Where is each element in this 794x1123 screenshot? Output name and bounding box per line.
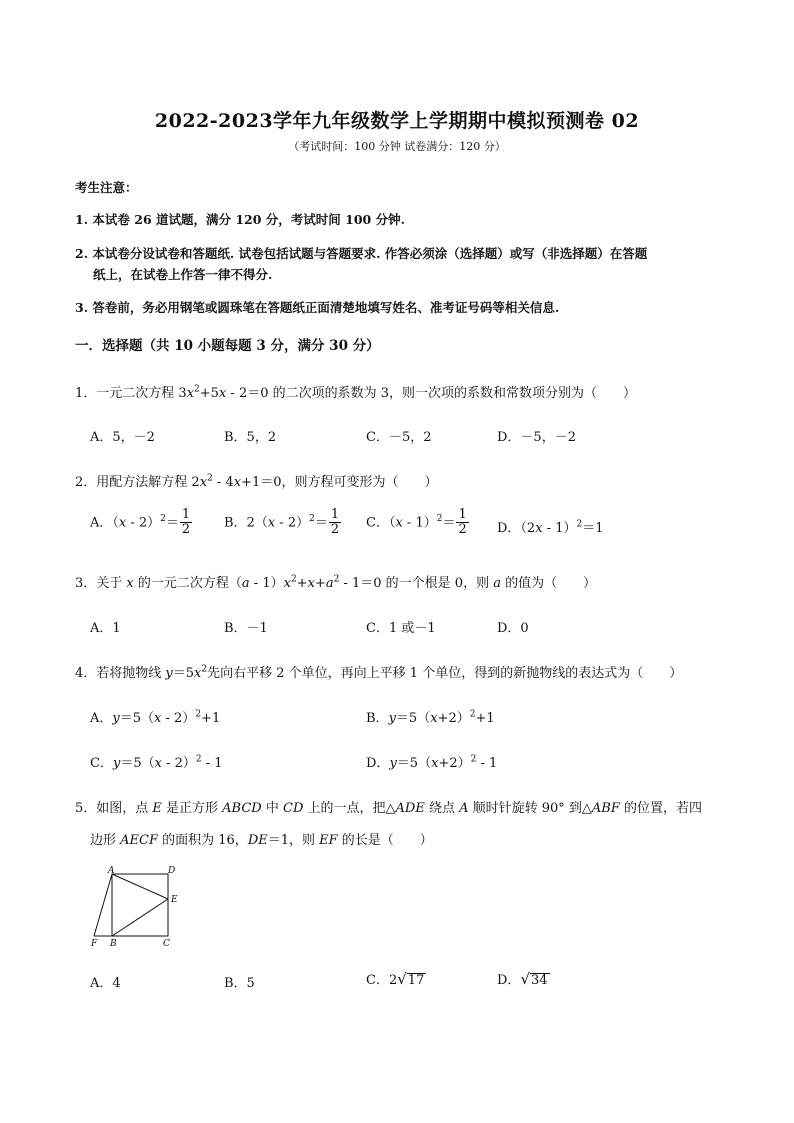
section-heading: 一．选择题（共 10 小题每题 3 分，满分 30 分） xyxy=(75,338,380,354)
q3-option-a[interactable]: A．1 xyxy=(90,621,121,636)
label-f: F xyxy=(91,939,98,949)
q4-option-c[interactable]: C．y＝5（x - 2）$^2$ - 1 xyxy=(90,754,223,771)
q3-option-c[interactable]: C．1 或－1 xyxy=(366,621,436,636)
notice-item-2: 2. 本试卷分设试卷和答题纸. 试卷包括试题与答题要求. 作答必须涂（选择题）或写（非选择题）在答题 xyxy=(75,246,648,261)
radical-sign: √ xyxy=(520,970,530,988)
label-e: E xyxy=(171,895,178,905)
q3-option-d[interactable]: D．0 xyxy=(497,621,529,636)
label-d: D xyxy=(168,866,176,876)
q1-option-d[interactable]: D．－5，－2 xyxy=(497,430,576,445)
question-5-line-2: 边形 AECF 的面积为 16，DE＝1，则 EF 的长是（ ） xyxy=(90,833,433,848)
q2-option-b[interactable]: B．2（x - 2）$^2$＝ $\frac{1}{2}$ xyxy=(224,507,340,538)
fraction-one-half: $\frac{1}{2}$ xyxy=(458,507,467,538)
question-4: 4．若将抛物线 $y=5x^2$先向右平移 2 个单位，再向上平移 1 个单位，得到的新抛物线的表达式为（ ） xyxy=(75,664,683,681)
q1-option-b[interactable]: B．5，2 xyxy=(224,430,277,445)
q1-option-a[interactable]: A．5，－2 xyxy=(90,430,155,445)
q4-option-b[interactable]: B．$y=5(x+2)^2+1$ xyxy=(366,709,495,726)
label-a: A xyxy=(108,866,115,876)
q5-option-c[interactable]: C．2√17 xyxy=(366,970,425,988)
q5-option-a[interactable]: A．4 xyxy=(90,976,121,991)
notice-item-1: 1. 本试卷 26 道试题，满分 120 分，考试时间 100 分钟. xyxy=(75,212,405,227)
q2-option-d[interactable]: D．（2x - 1）$^2$＝1 xyxy=(497,519,604,536)
q2-option-a[interactable]: A．（x - 2）$^2$＝ $\frac{1}{2}$ xyxy=(90,507,191,538)
segment-ae xyxy=(112,874,168,899)
q1-option-c[interactable]: C．－5，2 xyxy=(366,430,432,445)
segment-af xyxy=(94,874,112,936)
question-5-line-1: 5．如图，点 E 是正方形 ABCD 中 CD 上的一点，把△ADE 绕点 A 顺时针旋转 90° 到△ABF 的位置，若四 xyxy=(75,801,703,816)
question-1: 1．一元二次方程 $3x^2+5x - 2=0$ 的二次项的系数为 3，则一次项的系数和常数项分别为（ ） xyxy=(75,384,637,401)
fraction-one-half: $\frac{1}{2}$ xyxy=(181,507,191,538)
exam-info: （考试时间：100 分钟 试卷满分：120 分） xyxy=(288,140,506,153)
q4-option-a[interactable]: A．y＝5（x - 2）$^2$+1 xyxy=(90,709,221,726)
label-b: B xyxy=(110,939,117,949)
segment-eb xyxy=(112,899,168,936)
q2-option-c[interactable]: C．（x - 1）$^2$＝ $\frac{1}{2}$ xyxy=(366,507,467,538)
q5-option-b[interactable]: B．5 xyxy=(224,976,255,991)
question-3: 3．关于 x 的一元二次方程$(a - 1)x^2+x+a^2 - 1=0$ 的一个根是 0，则 a 的值为（ ） xyxy=(75,574,597,591)
fraction-one-half: $\frac{1}{2}$ xyxy=(330,507,340,538)
q5-option-d[interactable]: D．√34 xyxy=(497,970,548,988)
notice-heading: 考生注意： xyxy=(75,180,138,195)
question-2: 2．用配方法解方程 $2x^2 - 4x+1=0$，则方程可变形为（ ） xyxy=(75,473,438,490)
q3-option-b[interactable]: B．－1 xyxy=(224,621,268,636)
radical-sign: √ xyxy=(397,970,407,988)
square-rotation-figure xyxy=(85,862,195,952)
page-title: 2022-2023学年九年级数学上学期期中模拟预测卷 02 xyxy=(154,110,640,132)
notice-item-3: 3. 答卷前，务必用钢笔或圆珠笔在答题纸正面清楚地填写姓名、准考证号码等相关信息. xyxy=(75,300,560,315)
notice-item-2-cont: 纸上，在试卷上作答一律不得分. xyxy=(93,267,273,282)
q4-option-d[interactable]: D．$y=5(x+2)^2 - 1$ xyxy=(366,754,498,771)
label-c: C xyxy=(163,939,170,949)
